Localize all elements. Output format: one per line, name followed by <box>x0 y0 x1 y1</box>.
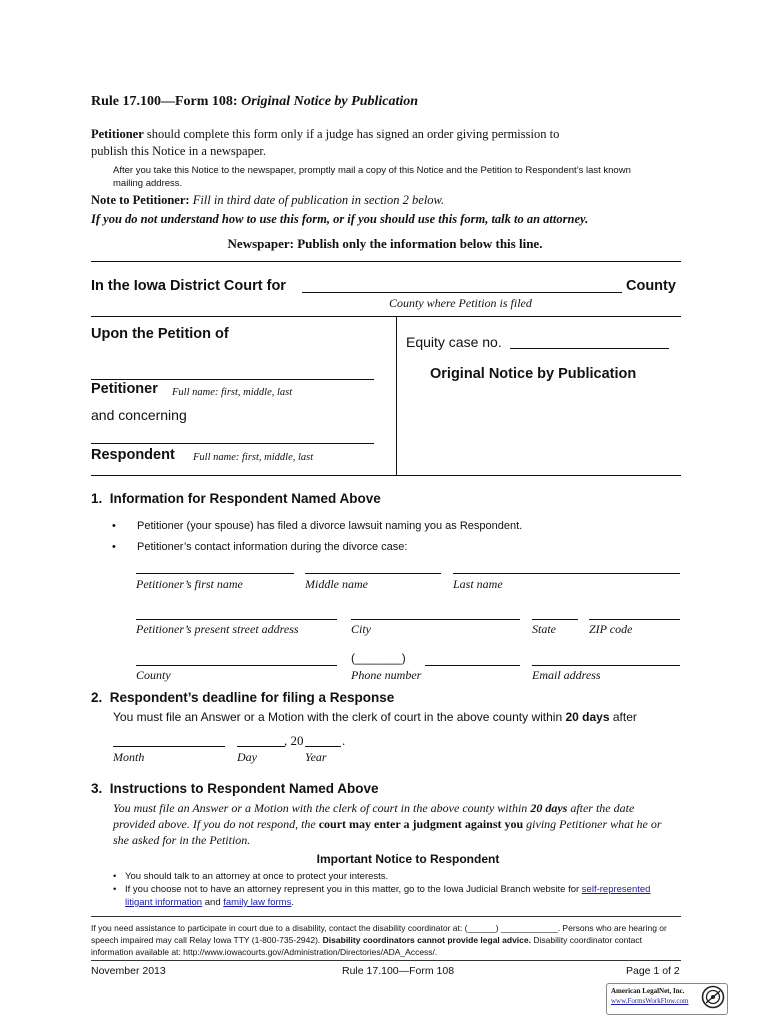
section2-text-after: after <box>609 710 637 724</box>
respondent-name-field[interactable] <box>91 443 374 444</box>
month-field[interactable] <box>113 746 225 747</box>
and-text: and <box>202 897 224 908</box>
important-notice-list <box>113 870 673 909</box>
notice-title: Original Notice by Publication <box>430 366 637 382</box>
form-name: Original Notice by Publication <box>241 94 419 109</box>
section2-heading: 2. Respondent’s deadline for filing a Response <box>91 690 395 705</box>
day-field[interactable] <box>237 746 285 747</box>
last-name-field[interactable] <box>453 573 680 574</box>
note-to-petitioner <box>91 193 444 208</box>
section3-days: 20 days <box>530 801 568 815</box>
end-period: . <box>291 897 294 908</box>
state-field[interactable] <box>532 619 578 620</box>
note-text: Fill in third date of publication in section 2 below. <box>189 193 445 207</box>
county-caption: County where Petition is filed <box>389 296 532 310</box>
divider-caption <box>91 475 681 476</box>
phone-number-field[interactable] <box>425 665 520 666</box>
phone-caption: Phone number <box>351 668 422 682</box>
publisher-logo-icon <box>701 985 725 1009</box>
first-name-field[interactable] <box>136 573 294 574</box>
disability-text-2: Disability coordinator contact information available at: http://www.iowacourts.gov/Administration/Directories/ADA_Access/. <box>91 935 643 957</box>
equity-case-field[interactable] <box>510 348 669 349</box>
street-address-field[interactable] <box>136 619 337 620</box>
self-represented-link[interactable]: self-represented litigant information <box>125 884 651 908</box>
family-law-forms-link[interactable]: family law forms <box>223 897 292 908</box>
publisher-url[interactable]: www.FormsWorkFlow.com <box>611 997 689 1005</box>
year-prefix: , 20 <box>284 733 304 748</box>
disability-notice <box>91 922 681 958</box>
last-name-caption: Last name <box>453 577 503 591</box>
zip-field[interactable] <box>589 619 680 620</box>
respondent-name-hint: Full name: first, middle, last <box>193 452 314 463</box>
list-item <box>113 883 673 909</box>
disability-bold: Disability coordinators cannot provide legal advice. <box>322 935 531 945</box>
petitioner-name-field[interactable] <box>91 379 374 380</box>
section3-paragraph <box>113 800 678 848</box>
publisher-name: American LegalNet, Inc. <box>611 987 685 995</box>
year-field[interactable] <box>305 746 341 747</box>
footer-page: Page 1 of 2 <box>626 965 680 977</box>
mail-note: After you take this Notice to the newspaper, promptly mail a copy of this Notice and the Petition to Respondent’s last known mailing address. <box>113 165 631 189</box>
website-text: If you choose not to have an attorney represent you in this matter, go to the Iowa Judicial Branch website for <box>125 884 582 895</box>
respondent-label: Respondent <box>91 447 175 463</box>
petitioner-instruction <box>91 126 561 160</box>
section2-text <box>113 710 637 724</box>
and-concerning: and concerning <box>91 407 187 423</box>
street-address-caption: Petitioner’s present street address <box>136 622 299 636</box>
caption-vertical-rule <box>396 317 397 475</box>
petitioner-instruction-text: should complete this form only if a judge has signed an order giving permission to publish this Notice in a newspaper. <box>91 127 560 158</box>
section1-bullets <box>112 516 522 558</box>
section2-days: 20 days <box>565 710 610 724</box>
footer-date: November 2013 <box>91 965 166 977</box>
equity-case-label: Equity case no. <box>406 334 502 350</box>
court-county-label: County <box>626 278 676 294</box>
section1-heading: 1. Information for Respondent Named Above <box>91 491 381 506</box>
section3-text-1: You must file an Answer or a Motion with the clerk of court in the above county within <box>113 801 531 815</box>
section3-text-2: after the date provided above. If you do not respond, the <box>113 801 635 831</box>
day-caption: Day <box>237 750 257 764</box>
first-name-caption: Petitioner’s first name <box>136 577 243 591</box>
county-caption-row: County <box>136 668 171 682</box>
city-caption: City <box>351 622 371 636</box>
upon-petition-label: Upon the Petition of <box>91 326 229 342</box>
county-field[interactable] <box>302 292 622 293</box>
section3-judgment: court may enter a judgment against you <box>318 817 524 831</box>
state-caption: State <box>532 622 556 636</box>
county-petitioner-field[interactable] <box>136 665 337 666</box>
email-field[interactable] <box>532 665 680 666</box>
petitioner-label: Petitioner <box>91 381 158 397</box>
section2-text-before: You must file an Answer or a Motion with the clerk of court in the above county within <box>113 710 566 724</box>
newspaper-line: Newspaper: Publish only the information below this line. <box>227 236 543 251</box>
petitioner-bold-label: Petitioner <box>91 127 144 141</box>
divider-top <box>91 261 681 262</box>
month-caption: Month <box>113 750 145 764</box>
footer-form: Rule 17.100—Form 108 <box>342 965 455 977</box>
court-prefix: In the Iowa District Court for <box>91 278 286 294</box>
petitioner-name-hint: Full name: first, middle, last <box>172 387 293 398</box>
footer-divider <box>91 960 681 961</box>
list-item: • Petitioner’s contact information during the divorce case: <box>112 537 522 558</box>
disability-divider <box>91 916 681 917</box>
section3-text-3: giving Petitioner what he or she asked for in the Petition. <box>113 817 662 847</box>
list-item: • Petitioner (your spouse) has filed a divorce lawsuit naming you as Respondent. <box>112 516 522 537</box>
zip-caption: ZIP code <box>589 622 633 636</box>
phone-area-code[interactable]: (_______) <box>351 651 406 665</box>
disability-text-1: If you need assistance to participate in court due to a disability, contact the disability coordinator at: (______) ____________. Persons who are hearing or speech impaired may call Relay Iowa TTY (1-800-735-2942). <box>91 923 667 945</box>
form-title <box>91 94 418 110</box>
divider-court <box>91 316 681 317</box>
year-period: . <box>342 733 346 748</box>
middle-name-caption: Middle name <box>305 577 368 591</box>
attorney-warning: If you do not understand how to use this form, or if you should use this form, talk to an attorney. <box>91 212 589 226</box>
email-caption: Email address <box>532 668 601 682</box>
important-notice-heading: Important Notice to Respondent <box>316 852 500 866</box>
note-label: Note to Petitioner: <box>91 193 190 207</box>
city-field[interactable] <box>351 619 520 620</box>
section3-heading: 3. Instructions to Respondent Named Above <box>91 781 379 796</box>
year-caption: Year <box>305 750 327 764</box>
middle-name-field[interactable] <box>305 573 441 574</box>
list-item: • You should talk to an attorney at once to protect your interests. <box>113 870 673 883</box>
form-rule-number: Rule 17.100—Form 108: <box>91 94 242 109</box>
